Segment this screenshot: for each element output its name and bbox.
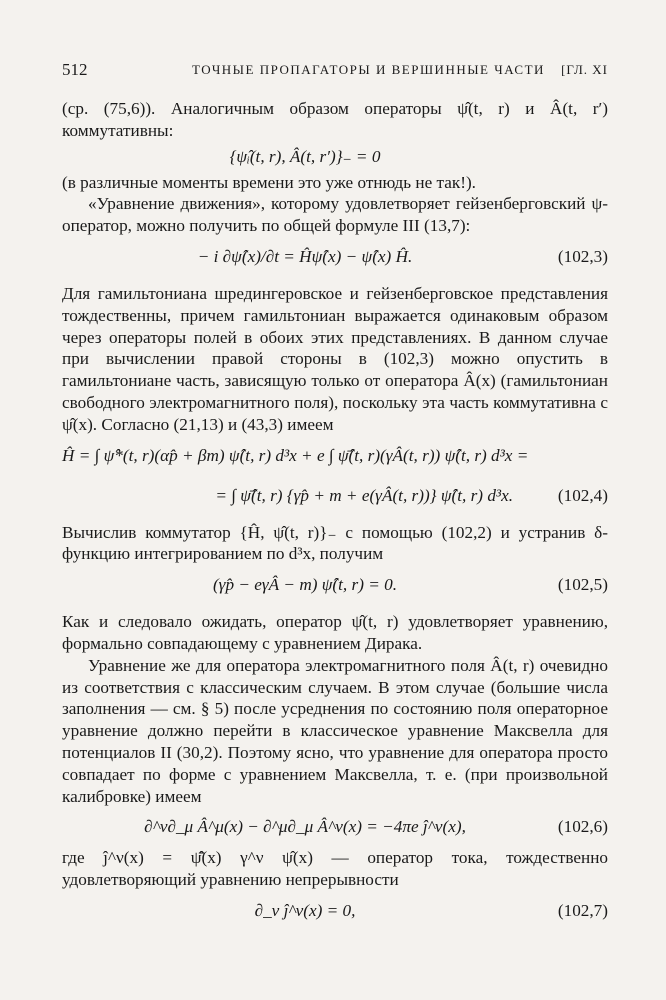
equation-expression: = ∫ ψ̄̂(t, r) {γp̂ + m + e(γÂ(t, r))} ψ̂(t, r) d³x.: [215, 485, 513, 505]
paragraph: Вычислив коммутатор {Ĥ, ψ̂(t, r)}₋ с помощью (102,2) и устранив δ-функцию интегрированием по d³x, получим: [62, 522, 608, 564]
equation-expression: ∂_ν ĵ^ν(x) = 0,: [254, 900, 356, 920]
paragraph: (ср. (75,6)). Аналогичным образом операторы ψ̂(t, r) и Â(t, r′) коммутативны:: [62, 99, 608, 140]
equation-number: (102,7): [557, 900, 608, 920]
equation-expression: − i ∂ψ̂(x)/∂t = Ĥψ̂(x) − ψ̂(x) Ĥ.: [197, 246, 413, 266]
paragraph: Как и следовало ожидать, оператор ψ̂(t, r) удовлетворяет уравнению, формально совпадающему с уравнением Дирака.: [62, 612, 608, 653]
equation: [62, 565, 608, 605]
equation: [62, 476, 608, 516]
equation-number: (102,3): [557, 246, 608, 266]
chapter-label: [ГЛ. XI: [561, 62, 608, 77]
equation-expression: Ĥ = ∫ ψ̂*(t, r)(αp̂ + βm) ψ̂(t, r) d³x + e ∫ ψ̄̂(t, r)(γÂ(t, r)) ψ̂(t, r) d³x =: [62, 445, 529, 465]
equation-number: (102,6): [557, 817, 608, 837]
page-number: 512: [62, 60, 88, 79]
equation-expression: (γp̂ − eγÂ − m) ψ̂(t, r) = 0.: [212, 575, 398, 595]
equation-expression: ∂^ν∂_μ Â^μ(x) − ∂^μ∂_μ Â^ν(x) = −4πe ĵ^ν(x),: [144, 817, 466, 837]
equation-expression: {ψ̂ᵢ(t, r), Â(t, r′)}₋ = 0: [229, 146, 381, 166]
equation-number: (102,4): [557, 485, 608, 505]
running-title: ТОЧНЫЕ ПРОПАГАТОРЫ И ВЕРШИННЫЕ ЧАСТИ: [192, 62, 545, 77]
equation: [62, 142, 608, 172]
equation-number: (102,5): [557, 575, 608, 595]
equation: [62, 436, 608, 476]
equation: [62, 807, 608, 847]
page-body: [62, 98, 608, 931]
page-header: [62, 60, 608, 84]
equation: [62, 237, 608, 277]
paragraph: Уравнение же для оператора электромагнитного поля Â(t, r) очевидно из соответствия с классическим случаем. В этом случае (большие числа заполнения — см. § 5) после усреднения по состоянию поля операторное уравнение должно перейти в классическое уравнение Максвелла для потенциалов II (30,2). Поэтому ясно, что уравнение для оператора просто совпадает по форме с уравнением Максвелла, т. е. (при произвольной калибровке) имеем: [62, 655, 608, 806]
paragraph: Для гамильтониана шредингеровское и гейзенберговское представления тождественны, причем гамильтониан выражается одинаковым образом через операторы полей в обоих этих представлениях. В данном случае при вычислении правой стороны в (102,3) можно опустить в гамильтониане часть, зависящую только от оператора Â(x) (гамильтониан свободного электромагнитного поля), поскольку эта часть коммутативна с ψ̂(x). Согласно (21,13) и (43,3) имеем: [62, 283, 608, 434]
paragraph: «Уравнение движения», которому удовлетворяет гейзенберговский ψ-оператор, можно получить по общей формуле III (13,7):: [62, 194, 608, 236]
paragraph: где ĵ^ν(x) = ψ̄̂(x) γ^ν ψ̂(x) — оператор тока, тождественно удовлетворяющий уравнению непрерывности: [62, 848, 608, 890]
equation: [62, 891, 608, 931]
paragraph: (в различные моменты времени это уже отнюдь не так!).: [62, 172, 476, 192]
